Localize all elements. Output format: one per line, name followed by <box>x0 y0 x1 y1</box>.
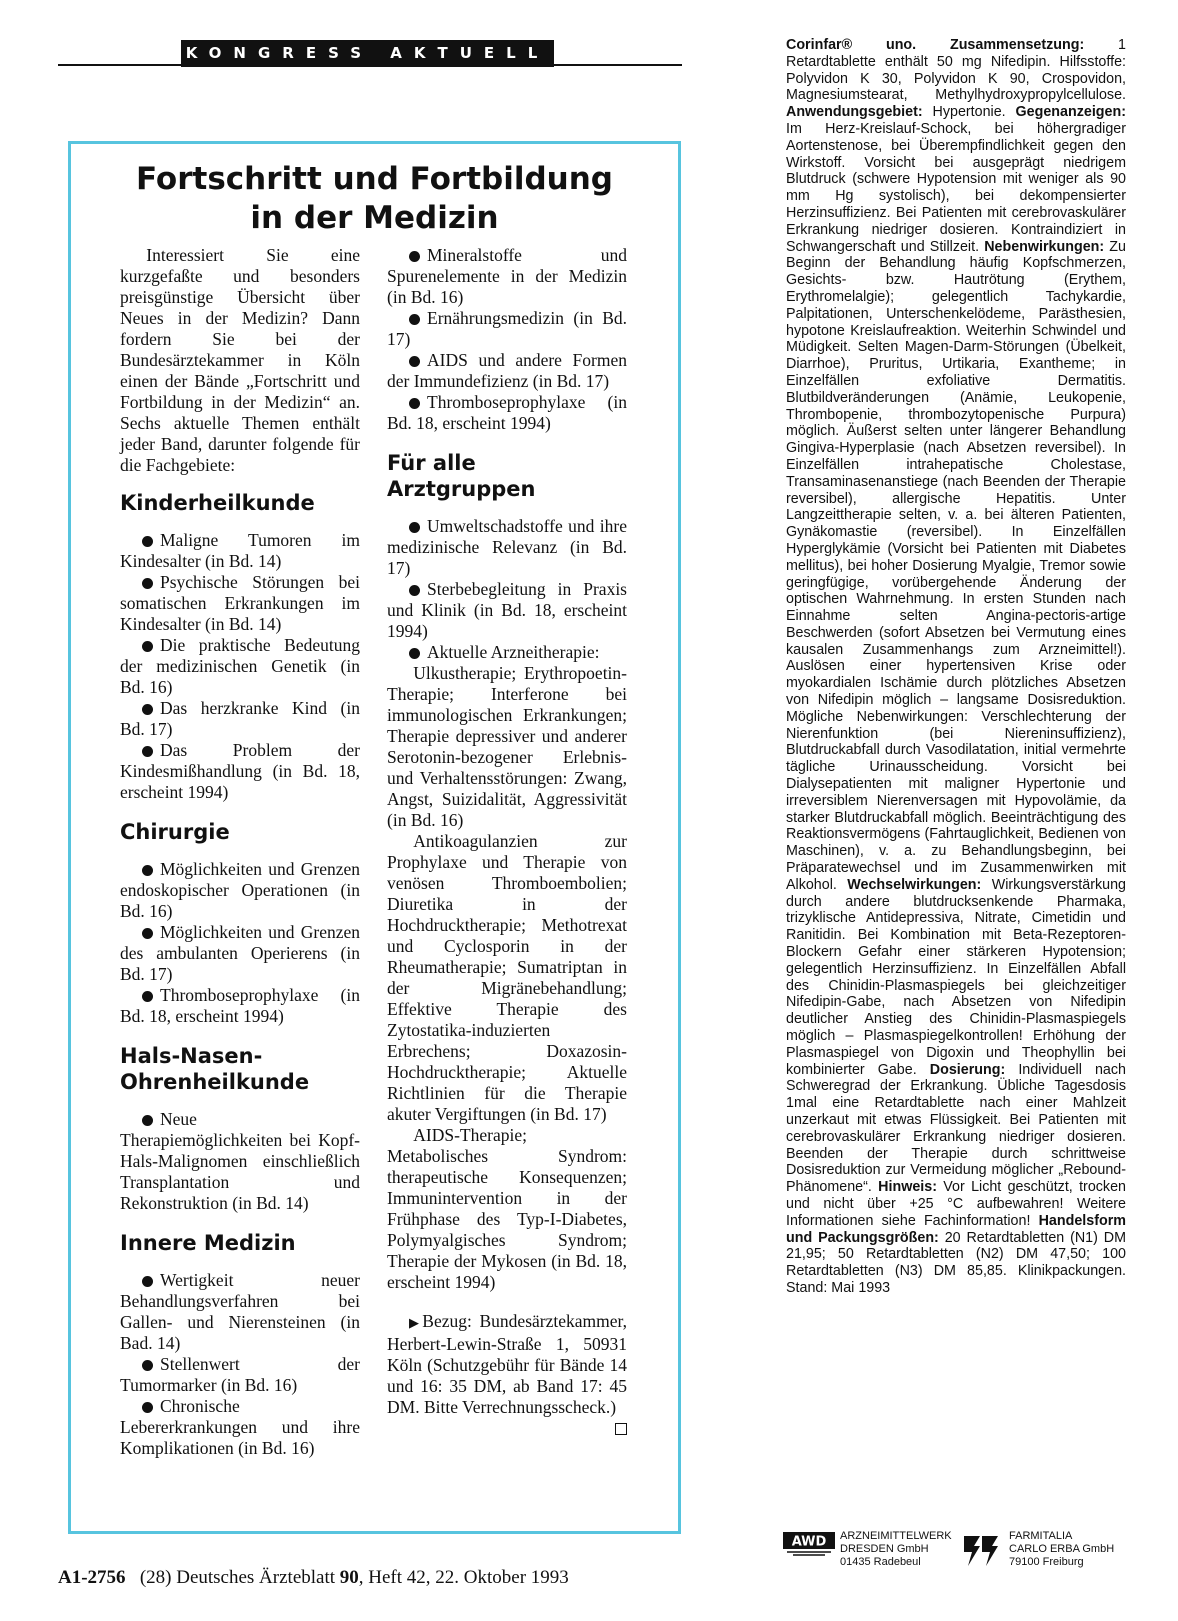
awd-company-text: ARZNEIMITTELWERK DRESDEN GmbH 01435 Radebeul <box>840 1530 952 1568</box>
list-item: AIDS und andere Formen der Immundefizienz (in Bd. 17) <box>387 350 627 391</box>
header-rule-left <box>58 64 181 66</box>
label-dosierung: Dosierung: <box>929 1061 1006 1078</box>
intro-paragraph: Interessiert Sie eine kurzgefaßte und besonders preisgünstige Übersicht über Neues in der Medizin? Dann fordern Sie bei der Bundesärztekammer in Köln einen der Bände „Fortschritt und Fortbildung in der Medizin“ an. Sechs aktuelle Themen enthält jeder Band, darunter folgende für die Fachgebiete: <box>120 245 360 475</box>
text-nebenwirkungen: Zu Beginn der Behandlung häufig Kopfschmerzen, Gesichts- bzw. Hautrötung (Erythem, Erythromelalgie); gelegentlich Tachykardie, Palpitationen, Unterschenkelödeme, Parästhesien, hypotone Kreislaufreaktion. Weiterhin Schwindel und Müdigkeit. Selten Magen-Darm-Störungen (Übelkeit, Diarrhoe), Pruritus, Urtikaria, Exantheme; in Einzelfällen exfoliative Dermatitis. Blutbildveränderungen (Anämie, Leukopenie, Thrombopenie, thrombozytopenische Purpura) möglich. Äußerst selten unter längerer Behandlung Gingiva-Hyperplasie (nach Absetzen reversibel). In Einzelfällen intrahepatische Cholestase, Transaminasenanstiege (nach Beenden der Therapie reversibel), allergische Hepatitis. Unter Langzeittherapie selten, v. a. bei älteren Patienten, Gynäkomastie (reversibel). In Einzelfällen Hyperglykämie (Vorsicht bei Patienten mit Diabetes mellitus), bei hoher Dosierung Myalgie, Tremor sowie geringfügige, vorübergehende Änderung der optischen Wahrnehmung. In ersten Stunden nach Einnahme selten Angina-pectoris-artige Beschwerden (sofort Absetzen bei Vermutung eines kausalen Zusammenhangs zum Arzneimittel!). Auslösen einer hypertensiven Krise oder myokardialen Ischämie durch plötzliches Absetzen von Nifedipin möglich – langsame Dosisreduktion. Mögliche Nebenwirkungen: Verschlechterung der Nierenfunktion (bei Niereninsuffizienz), Blutdruckabfall durch Vasodilatation, initial vermehrte tägliche Urinausscheidung. Vorsicht bei Dialysepatienten mit maligner Hypertonie und irreversiblem Nierenversagen mit Hypovolämie, da starker Blutdruckabfall möglich. Beeinträchtigung des Reaktionsvermögens (Fahrtauglichkeit, Bedienen von Maschinen), v. a. zu Behandlungsbeginn, bei Präparatewechsel und im Zusammenwirken mit Alkohol. <box>786 238 1126 893</box>
label-anwendungsgebiet: Anwendungsgebiet: <box>786 104 923 121</box>
label-wechselwirkungen: Wechselwirkungen: <box>847 876 982 893</box>
bullet-icon <box>142 1402 153 1413</box>
label-nebenwirkungen: Nebenwirkungen: <box>984 238 1105 255</box>
product-name: Corinfar® uno. <box>786 37 917 53</box>
arrow-right-icon: ▶ <box>409 1316 423 1331</box>
list-item: Chronische Lebererkrankungen und ihre Komplikationen (in Bd. 16) <box>120 1396 360 1458</box>
page-id: A1-2756 <box>58 1567 126 1588</box>
bullet-icon <box>142 641 153 652</box>
label-gegenanzeigen: Gegenanzeigen: <box>1015 104 1126 121</box>
text-handelsform: 20 Retardtabletten (N1) DM 21,95; 50 Retardtabletten (N2) DM 47,50; 100 Retardtabletten (N3) DM 85,85. Klinikpackungen. Stand: Mai 1993 <box>786 1229 1126 1296</box>
text-gegenanzeigen: Im Herz-Kreislauf-Schock, bei höhergradiger Aortenstenose, bei Überempfindlichkeit gegen den Wirkstoff. Vorsicht bei ausgeprägt niedrigem Blutdruck (schwere Hypotension mit weniger als 90 mm Hg systolisch), bei dekompensierter Herzinsuffizienz. Bei Patienten mit cerebrovaskulärer Erkrankung niedriger dosieren. Kontraindiziert in Schwangerschaft und Stillzeit. <box>786 120 1126 255</box>
therapy-paragraph: Ulkustherapie; Erythropoetin-Therapie; Interferone bei immunologischen Erkrankungen; Therapie depressiver und anderer Serotonin-bezogener Erlebnis- und Verhaltensstörungen: Zwang, Angst, Suizidalität, Aggressivität (in Bd. 16) <box>387 663 627 830</box>
label-handelsform: Handelsform und Packungsgrößen: <box>786 1212 1126 1246</box>
list-item: Das herzkranke Kind (in Bd. 17) <box>120 698 360 739</box>
text-anwendungsgebiet: Hypertonie. <box>932 104 1006 121</box>
heading-chirurgie: Chirurgie <box>120 820 230 844</box>
bullet-icon <box>409 585 420 596</box>
bullet-icon <box>142 746 153 757</box>
bullet-icon <box>142 865 153 876</box>
heading-kinderheilkunde: Kinderheilkunde <box>120 491 315 515</box>
page-footer <box>58 1567 569 1589</box>
article-middle-column <box>387 245 627 1435</box>
list-item: Möglichkeiten und Grenzen endoskopischer Operationen (in Bd. 16) <box>120 859 360 921</box>
bullet-icon <box>409 314 420 325</box>
therapy-paragraph: AIDS-Therapie; Metabolisches Syndrom: therapeutische Konsequenzen; Immunintervention in der Frühphase des Typ-I-Diabetes, Polymyalgisches Syndrom; Therapie der Mykosen (in Bd. 18, erscheint 1994) <box>387 1125 627 1292</box>
list-item: Stellenwert der Tumormarker (in Bd. 16) <box>120 1354 360 1395</box>
list-item: Thromboseprophylaxe (in Bd. 18, erscheint 1994) <box>387 392 627 433</box>
volume-number: 90 <box>339 1567 359 1588</box>
end-square-icon <box>615 1423 627 1435</box>
farmitalia-logo <box>960 1530 1002 1572</box>
therapy-paragraph: Antikoagulanzien zur Prophylaxe und Therapie von venösen Thromboembolien; Diuretika in der Hochdrucktherapie; Methotrexat und Cyclosporin in der Rheumatherapie; Sumatriptan in der Migränebehandlung; Effektive Therapie des Zytostatika-induzierten Erbrechens; Doxazosin-Hochdrucktherapie; Aktuelle Richtlinien für die Therapie akuter Vergiftungen (in Bd. 17) <box>387 831 627 1124</box>
bullet-icon <box>409 251 420 262</box>
awd-logo-mark: AWD <box>791 1534 827 1550</box>
list-item: Maligne Tumoren im Kindesalter (in Bd. 14) <box>120 530 360 571</box>
list-item: Das Problem der Kindesmißhandlung (in Bd. 18, erscheint 1994) <box>120 740 360 802</box>
list-item: Aktuelle Arzneitherapie: <box>387 642 627 663</box>
bullet-icon <box>409 648 420 659</box>
bullet-icon <box>142 991 153 1002</box>
section-label: KONGRESS AKTUELL <box>181 40 554 67</box>
list-item: Die praktische Bedeutung der medizinischen Genetik (in Bd. 16) <box>120 635 360 697</box>
text-wechselwirkungen: Wirkungsverstärkung durch andere blutdrucksenkende Pharmaka, trizyklische Antidepressiva, Nitrate, Cimetidin und Ranitidin. Bei Kombination mit Beta-Rezeptoren-Blockern Gefahr einer stärkeren Hypotension; gelegentlich Herzinsuffizienz. In Einzelfällen Abfall des Chinidin-Plasmaspiegels bei gleichzeitiger Nifedipin-Gabe, nach Absetzen von Nifedipin deutlicher Anstieg des Chinidin-Plasmaspiegels möglich – Plasmaspiegelkontrollen! Erhöhung der Plasmaspiegel von Digoxin und Theophyllin bei kombinierter Gabe. <box>786 876 1126 1078</box>
header-rule-right <box>554 64 682 66</box>
label-hinweis: Hinweis: <box>878 1179 937 1196</box>
list-item: Möglichkeiten und Grenzen des ambulanten Operierens (in Bd. 17) <box>120 922 360 984</box>
text-hinweis: Vor Licht geschützt, trocken und nicht über +25 °C aufbewahren! Weitere Informationen siehe Fachinformation! <box>786 1179 1126 1229</box>
issue-info: , Heft 42, 22. Oktober 1993 <box>358 1567 569 1588</box>
list-item: Ernährungsmedizin (in Bd. 17) <box>387 308 627 349</box>
bullet-icon <box>142 1115 153 1126</box>
bullet-icon <box>409 398 420 409</box>
article-title <box>72 160 677 238</box>
list-item: Thromboseprophylaxe (in Bd. 18, erscheint 1994) <box>120 985 360 1026</box>
text-dosierung: Individuell nach Schweregrad der Erkrankung. Übliche Tagesdosis 1mal eine Retardtablette nach einer Mahlzeit unzerkaut mit etwas Flüssigkeit. Bei Patienten mit cerebrovaskulärer Erkrankung niedriger dosieren. Beenden der Therapie durch schrittweise Dosisreduktion zur Vermeidung möglicher „Rebound-Phänomene“. <box>786 1061 1126 1196</box>
bullet-icon <box>142 578 153 589</box>
bullet-icon <box>142 928 153 939</box>
page-number: (28) <box>139 1567 172 1588</box>
drug-information <box>786 37 1126 1297</box>
title-line-2: in der Medizin <box>250 200 499 236</box>
list-item: Neue Therapiemöglichkeiten bei Kopf-Hals-Malignomen einschließlich Transplantation und Rekonstruktion (in Bd. 14) <box>120 1109 360 1213</box>
list-item: Sterbebegleitung in Praxis und Klinik (in Bd. 18, erscheint 1994) <box>387 579 627 641</box>
awd-logo <box>783 1532 835 1556</box>
list-item: Umweltschadstoffe und ihre medizinische Relevanz (in Bd. 17) <box>387 516 627 578</box>
list-item: Wertigkeit neuer Behandlungsverfahren bei Gallen- und Nierensteinen (in Bad. 14) <box>120 1270 360 1353</box>
journal-name: Deutsches Ärzteblatt <box>176 1567 336 1588</box>
bullet-icon <box>142 1360 153 1371</box>
heading-hno: Hals-Nasen-Ohrenheilkunde <box>120 1044 310 1094</box>
bullet-icon <box>142 536 153 547</box>
label-zusammensetzung: Zusammensetzung: <box>949 37 1085 53</box>
bezug-paragraph: ▶Bezug: Bundesärztekammer, Herbert-Lewin-Straße 1, 50931 Köln (Schutzgebühr für Bände 14 und 16: 35 DM, ab Band 17: 45 DM. Bitte Verrechnungsscheck.) <box>387 1311 627 1418</box>
text-zusammensetzung: 1 Retardtablette enthält 50 mg Nifedipin. Hilfsstoffe: Polyvidon K 30, Polyvidon K 90, Crospovidon, Magnesiumstearat, Methylhydroxypropylcellulose. <box>786 37 1126 104</box>
farmitalia-company-text: FARMITALIA CARLO ERBA GmbH 79100 Freiburg <box>1009 1530 1115 1568</box>
bullet-icon <box>142 1276 153 1287</box>
list-item: Mineralstoffe und Spurenelemente in der Medizin (in Bd. 16) <box>387 245 627 307</box>
heading-innere-medizin: Innere Medizin <box>120 1231 296 1255</box>
bullet-icon <box>409 356 420 367</box>
list-item: Psychische Störungen bei somatischen Erkrankungen im Kindesalter (in Bd. 14) <box>120 572 360 634</box>
bullet-icon <box>409 522 420 533</box>
article-left-column <box>120 245 360 1459</box>
bullet-icon <box>142 704 153 715</box>
heading-alle-arztgruppen: Für alle Arztgruppen <box>387 451 536 501</box>
title-line-1: Fortschritt und Fortbildung <box>136 161 613 197</box>
